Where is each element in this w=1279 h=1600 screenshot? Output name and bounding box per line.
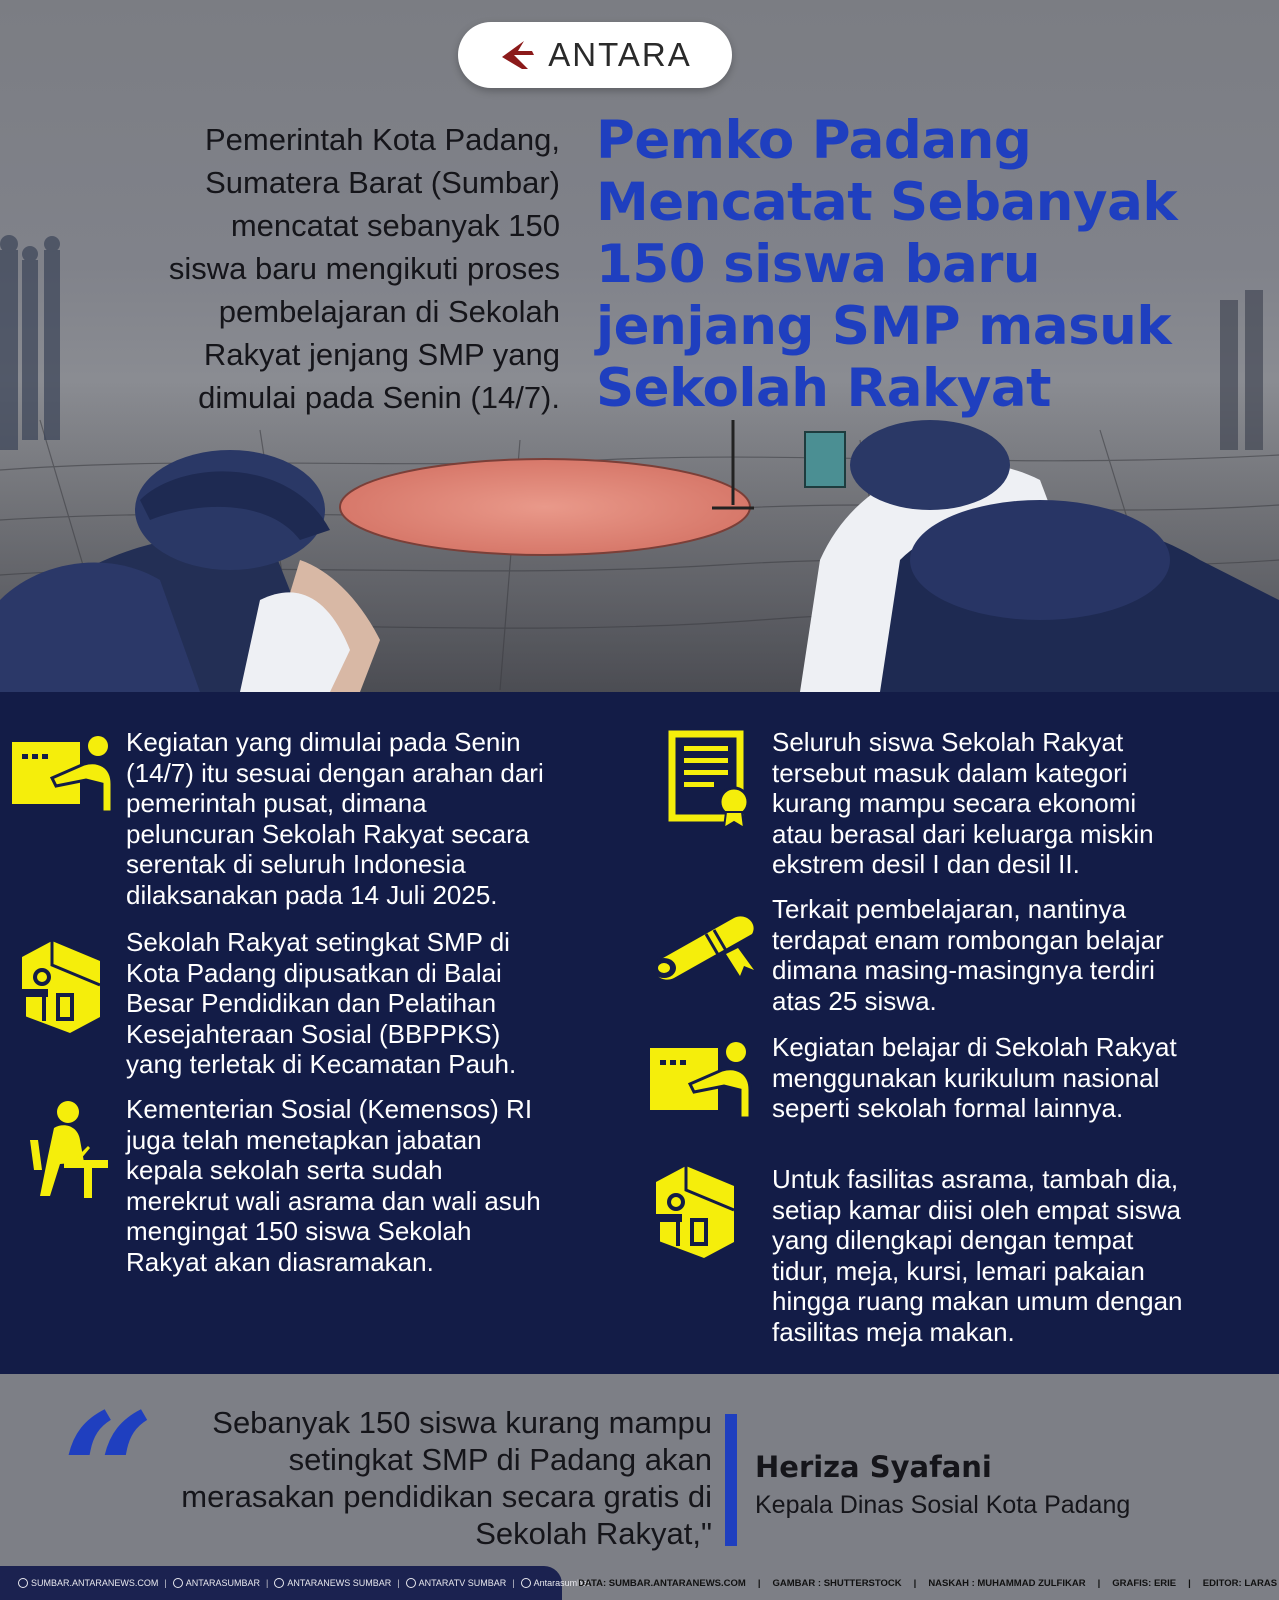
info-item-text: Seluruh siswa Sekolah Rakyat tersebut masuk dalam kategori kurang mampu secara ekonomi atau berasal dari keluarga miskin ekstrem desil I dan desil II. bbox=[772, 727, 1154, 879]
globe-icon bbox=[18, 1578, 28, 1588]
quote-line: Sebanyak 150 siswa kurang mampu bbox=[212, 1405, 712, 1440]
teacher-board-icon bbox=[650, 1040, 754, 1120]
intro-line: Sumatera Barat (Sumbar) bbox=[205, 165, 560, 200]
quote-mark-icon: “ bbox=[62, 1378, 137, 1566]
quote-divider bbox=[725, 1414, 737, 1546]
school-building-icon bbox=[12, 937, 104, 1037]
credit-data: DATA: SUMBAR.ANTARANEWS.COM bbox=[578, 1577, 746, 1589]
separator: | bbox=[1188, 1577, 1191, 1589]
credits bbox=[578, 1566, 1278, 1600]
facebook-icon bbox=[274, 1578, 284, 1588]
separator: | bbox=[1097, 1577, 1101, 1589]
quote-line: setingkat SMP di Padang akan bbox=[288, 1442, 712, 1477]
separator: | bbox=[757, 1577, 761, 1589]
certificate-icon bbox=[668, 730, 758, 830]
school-building-icon bbox=[646, 1162, 738, 1262]
student-desk-icon bbox=[24, 1100, 108, 1200]
tiktok-icon bbox=[521, 1578, 531, 1588]
antara-mark-icon bbox=[498, 35, 538, 75]
info-panel bbox=[0, 692, 1279, 1374]
social-tiktok[interactable]: Antarasumbar bbox=[521, 1578, 591, 1589]
intro-line: pembelajaran di Sekolah bbox=[218, 294, 560, 329]
logo-text: ANTARA bbox=[548, 36, 692, 73]
separator: | bbox=[164, 1578, 167, 1588]
info-item-text: Kementerian Sosial (Kemensos) RI juga telah menetapkan jabatan kepala sekolah serta sudah merekrut wali asrama dan wali asuh mengingat 150 siswa Sekolah Rakyat akan diasramakan. bbox=[126, 1094, 541, 1277]
antara-logo bbox=[458, 22, 732, 88]
twitter-icon bbox=[173, 1578, 183, 1588]
info-item-text: Kegiatan belajar di Sekolah Rakyat menggunakan kurikulum nasional seperti sekolah formal lainnya. bbox=[772, 1032, 1177, 1123]
info-item-text: Kegiatan yang dimulai pada Senin (14/7) itu sesuai dengan arahan dari pemerintah pusat, dimana peluncuran Sekolah Rakyat secara serentak di seluruh Indonesia dilaksanakan pada 14 Juli 2025. bbox=[126, 727, 544, 910]
intro-line: Rakyat jenjang SMP yang bbox=[203, 337, 560, 372]
headline bbox=[596, 110, 1266, 420]
separator: | bbox=[397, 1578, 400, 1588]
headline-line: Mencatat Sebanyak bbox=[596, 172, 1178, 233]
footer bbox=[0, 1566, 1279, 1600]
info-item-text: Sekolah Rakyat setingkat SMP di Kota Padang dipusatkan di Balai Besar Pendidikan dan Pelatihan Kesejahteraan Sosial (BBPPKS) yang terletak di Kecamatan Pauh. bbox=[126, 927, 517, 1079]
separator: | bbox=[266, 1578, 269, 1588]
quote-section bbox=[0, 1374, 1279, 1566]
youtube-icon bbox=[406, 1578, 416, 1588]
social-links bbox=[0, 1566, 591, 1600]
intro-line: siswa baru mengikuti proses bbox=[168, 251, 560, 286]
teacher-board-icon bbox=[12, 734, 116, 814]
quote-line: Sekolah Rakyat," bbox=[475, 1516, 712, 1551]
credit-writer: NASKAH : MUHAMMAD ZULFIKAR bbox=[928, 1577, 1086, 1589]
speaker-role: Kepala Dinas Sosial Kota Padang bbox=[755, 1491, 1131, 1519]
headline-line: Pemko Padang bbox=[596, 110, 1032, 171]
intro-line: mencatat sebanyak 150 bbox=[230, 208, 560, 243]
credit-graphics: GRAFIS: ERIE bbox=[1112, 1577, 1177, 1589]
intro-paragraph bbox=[40, 118, 560, 419]
intro-line: Pemerintah Kota Padang, bbox=[204, 122, 560, 157]
info-item-text: Untuk fasilitas asrama, tambah dia, setiap kamar diisi oleh empat siswa yang dilengkapi dengan tempat tidur, meja, kursi, lemari pakaian hingga ruang makan umum dengan fasilitas meja makan. bbox=[772, 1164, 1183, 1347]
headline-line: jenjang SMP masuk bbox=[596, 296, 1172, 357]
credit-image: GAMBAR : SHUTTERSTOCK bbox=[772, 1577, 902, 1589]
intro-line: dimulai pada Senin (14/7). bbox=[198, 380, 560, 415]
headline-line: 150 siswa baru bbox=[596, 234, 1041, 295]
speaker-name: Heriza Syafani bbox=[755, 1450, 992, 1484]
credit-editor: EDITOR: LARAS bbox=[1202, 1577, 1278, 1589]
headline-line: Sekolah Rakyat bbox=[596, 358, 1051, 419]
social-twitter[interactable]: ANTARASUMBAR bbox=[173, 1578, 260, 1589]
hero-section bbox=[0, 0, 1279, 692]
separator: | bbox=[512, 1578, 515, 1588]
social-youtube[interactable]: ANTARATV SUMBAR bbox=[406, 1578, 507, 1589]
diploma-scroll-icon bbox=[642, 910, 760, 982]
social-website[interactable]: SUMBAR.ANTARANEWS.COM bbox=[18, 1578, 158, 1589]
quote-text bbox=[100, 1404, 712, 1552]
info-item-text: Terkait pembelajaran, nantinya terdapat enam rombongan belajar dimana masing-masingnya terdiri atas 25 siswa. bbox=[772, 894, 1164, 1016]
quote-line: merasakan pendidikan secara gratis di bbox=[181, 1479, 712, 1514]
social-facebook[interactable]: ANTARANEWS SUMBAR bbox=[274, 1578, 391, 1589]
separator: | bbox=[913, 1577, 917, 1589]
